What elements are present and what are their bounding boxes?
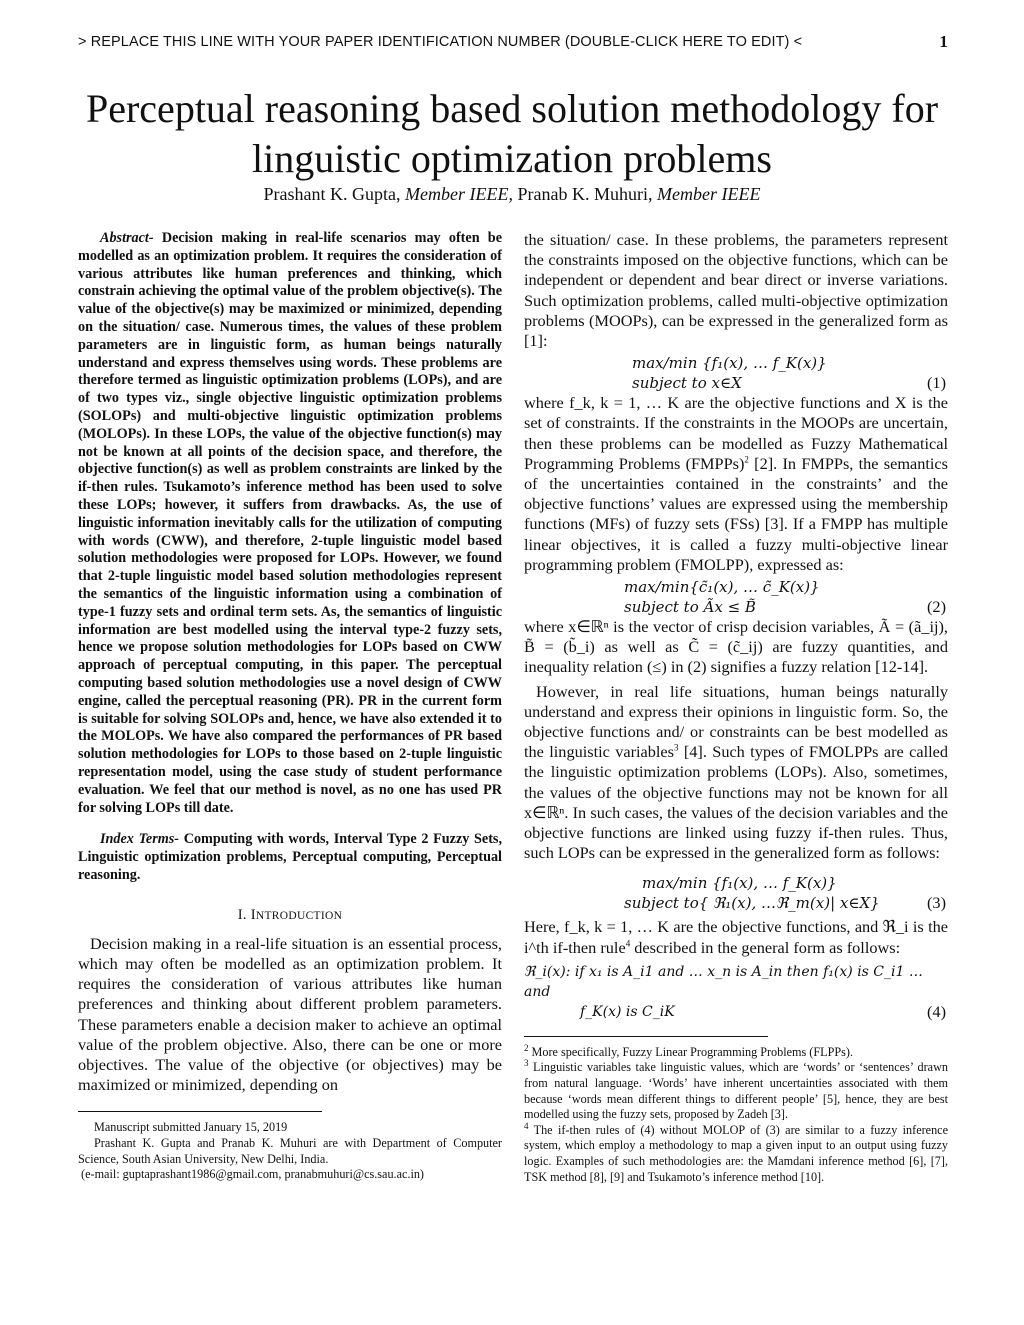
section-numeral: I. [237,906,251,923]
abstract [78,230,502,817]
paragraph-rules: Here, f_k, k = 1, … K are the objective functions, and ℜ_i is the i^th if-then rule$^4$ described in the general form as follows: [524,917,948,957]
equation-4-line-2: f_K(x) is C_iK [580,1003,675,1020]
equation-4-number: (4) [927,1001,946,1021]
paragraph-fmpp: where f_k, k = 1, … K are the objective functions and X is the set of constraints. If the constraints in the MOOPs are uncertain, then these problems can be modelled as Fuzzy Mathematical Programming Problems (FMPPs)$^2$ [2]. In FMPPs, the semantics of the uncertainties contained in the constraints’ and the objective functions’ values are expressed using the membership functions (MFs) of fuzzy sets (FSs) [3]. If a FMPP has multiple linear objectives, it is called a fuzzy multi-objective linear programming problem (FMOLPP), expressed as: [524,393,948,574]
header-text: > REPLACE THIS LINE WITH YOUR PAPER IDENTIFICATION NUMBER (DOUBLE-CLICK HERE TO EDIT) < [78,34,803,50]
footnote-4: $^4$ The if-then rules of (4) without MOLOP of (3) are similar to a fuzzy inference system, which employ a methodology to map a given input to an output using fuzzy logic. Examples of such methodologies are: the Mamdani inference method [6], [7], TSK method [8], [9] and Tsukamoto’s inference method [10]. [524,1120,948,1184]
equation-3-line-2: subject to{ ℜ₁(x), …ℜ_m(x)| x∈X} [624,894,880,913]
equation-2-number: (2) [927,597,946,617]
abstract-text: Decision making in real-life scenarios may often be modelled as an optimization problem. It requires the consideration of various attributes like human preferences and thinking, which constrain achieving the optimal value of the problem objective(s). The value of the objective(s) may be maximized or minimized, depending on the situation/ case. Numerous times, the values of these problem parameters are in linguistic form, as human beings naturally understand and express themselves using words. These problems are therefore termed as linguistic optimization problems (LOPs), and are of two types viz., single objective linguistic optimization problems (SOLOPs) and multi-objective linguistic optimization problems (MOLOPs). In these LOPs, the value of the objective function(s) may not be known at all points of the decision space, and therefore, the objective function(s) as well as problem constraints are linked by the if-then rules. Tsukamoto’s inference method has been used to solve these LOPs; however, it suffers from drawbacks. As, the use of linguistic information inevitably calls for the utilization of computing with words (CWW), and therefore, 2-tuple linguistic model based solution methodologies were proposed for LOPs. However, we found that 2-tuple linguistic model based solution methodologies represent the semantics of the linguistic information using a combination of type-1 fuzzy sets and ordinal term sets. As, the semantics of linguistic information are best modelled using the interval type-2 fuzzy sets, hence we propose solution methodologies for LOPs based on CWW approach of perceptual computing, in this paper. The perceptual computing based solution methodologies use a novel design of CWW engine, called the perceptual reasoning (PR). PR in the current form is suitable for solving SOLOPs and, hence, we have also extended it to the MOLOPs. We have also compared the performances of PR based solution methodologies for LOPs to those based on 2-tuple linguistic representation model, using the case study of student performance evaluation. We feel that our method is novel, as no one has used PR for solving LOPs till date. [78,230,502,816]
footnote-manuscript: Manuscript submitted January 15, 2019 [94,1120,288,1135]
equation-2-line-1: max/min{c̃₁(x), … c̃_K(x)} [624,578,820,597]
running-header [78,34,948,56]
footnote-affiliation: Prashant K. Gupta and Pranab K. Muhuri are with Department of Computer Science, South Asian University, New Delhi, India. [78,1135,502,1166]
footnote-rule [78,1111,322,1112]
section-title-rest: NTRODUCTION [255,909,343,922]
author-1-membership: Member IEEE, [405,184,513,204]
paragraph-moop: the situation/ case. In these problems, the parameters represent the constraints imposed on the objective functions, which can be independent or dependent and bear direct or inverse variations. Such optimization problems, called multi-objective optimization problems (MOOPs), can be expressed in the generalized form as [1]: [524,230,948,351]
equation-2 [524,577,948,617]
footnote-2: $^2$ More specifically, Fuzzy Linear Programming Problems (FLPPs). [524,1042,853,1059]
equation-4-line-1: ℜ_i(x): if x₁ is A_i1 and … x_n is A_in then f₁(x) is C_i1 … and [524,963,923,1000]
equation-3-line-1: max/min {f₁(x), … f_K(x)} [642,874,837,893]
page-number: 1 [939,32,948,51]
paragraph-variables: where x∈ℝⁿ is the vector of crisp decision variables, Ã = (ã_ij), B̃ = (b̃_i) as well as C̃ = (c̃_ij) are fuzzy quantities, and inequality relation (≤) in (2) signifies a fuzzy relation [12-14]. [524,617,948,677]
paper-title [60,84,964,184]
equation-1-number: (1) [927,373,946,393]
footnote-rule-right [524,1036,768,1037]
equation-1-line-2: subject to x∈X [632,374,742,393]
author-2: Pranab K. Muhuri, [517,184,653,204]
author-line [60,184,964,205]
footnote-ref-4: 4 [625,938,631,949]
index-terms-label: Index Terms- [100,831,180,848]
equation-4 [524,962,948,1022]
footnote-3: $^3$ Linguistic variables take linguistic values, which are ‘words’ or ‘sentences’ drawn from natural language. ‘Words’ have inherent uncertainties associated with them because ‘words mean different things to different people’ [5], hence, they are best modelled using the fuzzy sets, proposed by Zadeh [3]. [524,1058,948,1122]
equation-3-number: (3) [927,893,946,913]
intro-paragraph: Decision making in a real-life situation is an essential process, which may often be modelled as an optimization problem. It requires the consideration of various attributes like human preferences and thinking about different problem parameters. These parameters enable a decision maker to achieve an optimal value of the problem objective. Also, there can be one or more objectives. The value of the objective (or objectives) may be maximized or minimized, depending on [78,933,502,1095]
paragraph-lops: However, in real life situations, human beings naturally understand and express their opinions in linguistic form. So, the objective functions and/ or constraints can be best modelled as the linguistic variables$^3$ [4]. Such types of FMOLPPs are called the linguistic optimization problems (LOPs). Also, sometimes, the values of the objective functions may not be known for all x∈ℝⁿ. In such cases, the values of the decision variables and the objective functions are linked using fuzzy if-then rules. Thus, such LOPs can be expressed in the generalized form as follows: [524,681,948,863]
equation-1-line-1: max/min {f₁(x), … f_K(x)} [632,354,827,373]
equation-2-line-2: subject to Ãx ≤ B̃ [624,598,756,617]
index-terms-text: Computing with words, Interval Type 2 Fuzzy Sets, Linguistic optimization problems, Perceptual computing, Perceptual reasoning. [78,831,502,883]
left-column [78,230,502,1183]
title-line-2: linguistic optimization problems [252,136,772,181]
section-heading-introduction [78,907,502,924]
title-line-1: Perceptual reasoning based solution methodology for [85,86,939,131]
equation-1 [524,353,948,393]
abstract-label: Abstract- [100,230,154,246]
author-1: Prashant K. Gupta, [263,184,401,204]
section-title-cap: I [250,906,256,923]
author-2-membership: Member IEEE [656,184,761,204]
index-terms [78,831,502,884]
footnote-email: (e-mail: guptaprashant1986@gmail.com, pranabmuhuri@cs.sau.ac.in) [81,1167,424,1182]
equation-3 [524,873,948,913]
footnote-ref-3: 3 [673,742,679,753]
right-column [524,230,948,1185]
footnote-ref-2: 2 [744,454,749,465]
